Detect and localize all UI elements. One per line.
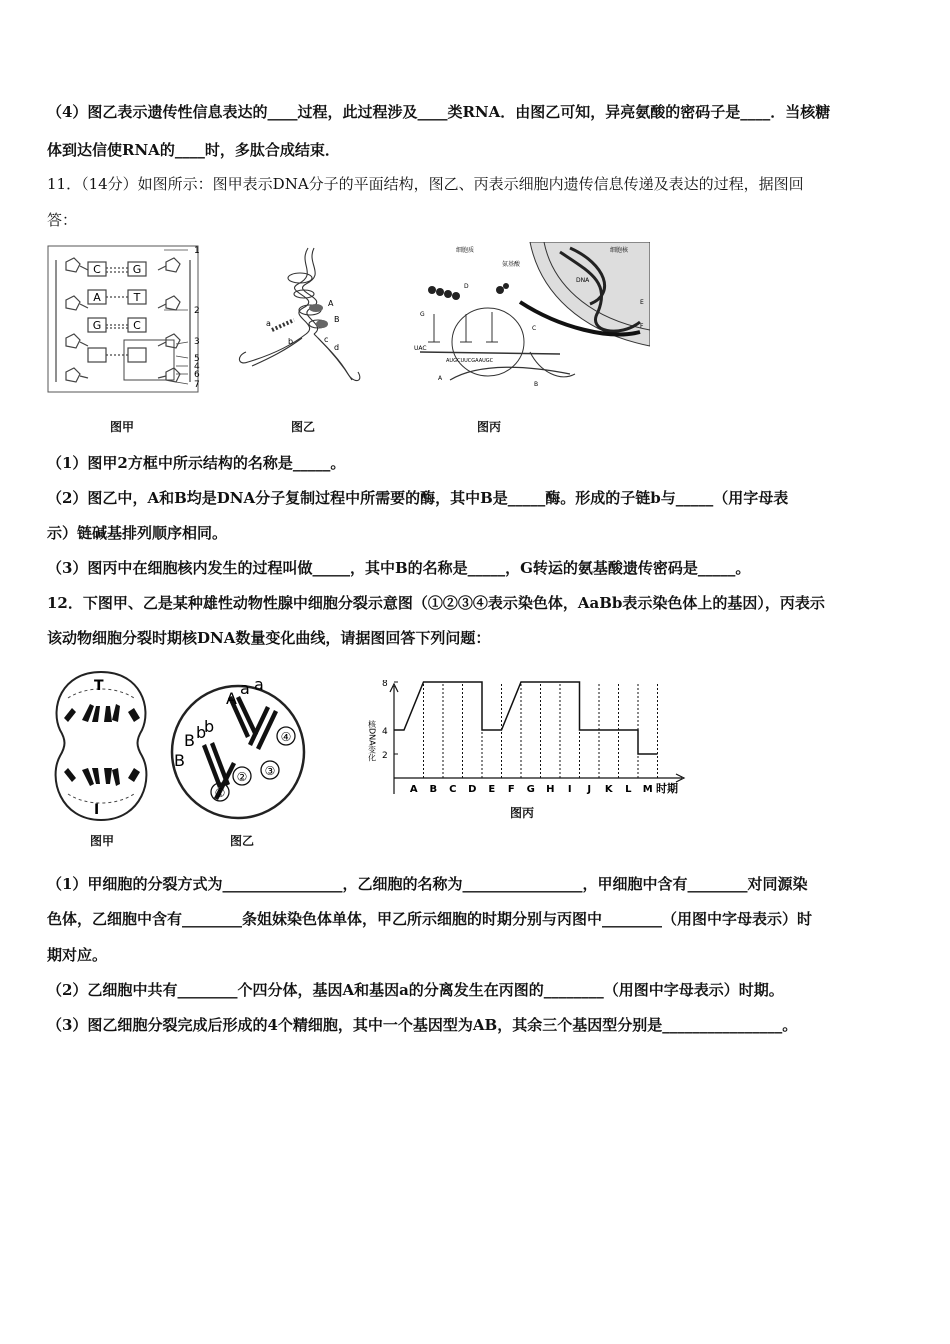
q12-figure-yi	[166, 666, 310, 828]
q11-bing-caption: 图丙	[477, 420, 502, 434]
jia-num-6: 6	[194, 370, 200, 380]
yi-gene-B2: B	[174, 751, 185, 770]
q12-q1-line2: 色体，乙细胞中含有________条姐妹染色体单体，甲乙所示细胞的时期分别与丙图中________（用图中字母表示）时	[47, 910, 813, 928]
chart-ytick: 4	[382, 727, 388, 737]
bing-label-UAC: UAC	[414, 345, 427, 352]
chart-ytick: 8	[382, 680, 388, 689]
yi-chromosome-4: ④	[280, 730, 292, 744]
jia-num-4: 4	[194, 362, 200, 372]
bing-label-C: C	[532, 325, 537, 332]
q12-jia-caption: 图甲	[90, 834, 115, 848]
bing-label-dna: DNA	[576, 277, 590, 284]
q12-stem-line1: 12．下图甲、乙是某种雄性动物性腺中细胞分裂示意图（①②③④表示染色体，AaBb表示染色体上的基因），丙表示	[47, 594, 825, 612]
q12-q1-line1: （1）甲细胞的分裂方式为________________，乙细胞的名称为________________，甲细胞中含有________对同源染	[47, 875, 808, 893]
chart-xtick-L: L	[625, 784, 632, 795]
jia-base-left-1: C	[93, 263, 101, 276]
q11-stem-line2: 答：	[47, 211, 78, 229]
chart-xtick-J: J	[587, 784, 592, 795]
yi-gene-A: A	[226, 689, 237, 708]
yi-gene-b2: b	[204, 717, 215, 736]
bing-label-nucleus: 细胞核	[610, 247, 629, 254]
bing-label-mrna-seq: AUGCUUCGAAUGC	[446, 358, 494, 364]
q12-q2: （2）乙细胞中共有________个四分体，基因A和基因a的分离发生在丙图的________（用图中字母表示）时期。	[47, 981, 784, 999]
bing-label-F: F	[640, 323, 644, 330]
q12-stem-line2: 该动物细胞分裂时期核DNA数量变化曲线，请据图回答下列问题：	[47, 629, 491, 647]
jia-num-2: 2	[194, 306, 200, 316]
q11-q2-line2: 示）链碱基排列顺序相同。	[47, 524, 228, 542]
q12-yi-caption: 图乙	[230, 834, 255, 848]
chart-ytick: 2	[382, 751, 388, 761]
jia-num-5: 5	[194, 354, 200, 364]
chart-xtick-C: C	[449, 784, 457, 795]
yi-label-b: b	[288, 337, 294, 346]
yi-chromosome-2: ②	[236, 770, 248, 784]
chart-xtick-K: K	[604, 784, 613, 795]
yi-label-A: A	[328, 299, 334, 308]
q12-bing-caption: 图丙	[510, 806, 535, 820]
yi-label-d: d	[334, 343, 340, 352]
chart-xtick-H: H	[546, 784, 555, 795]
yi-chromosome-3: ③	[264, 764, 276, 778]
q11-figure-yi	[228, 244, 378, 394]
q12-figure-bing-chart	[360, 680, 700, 820]
chart-xtick-M: M	[642, 784, 653, 795]
jia-num-3: 3	[194, 337, 200, 347]
bing-label-cytoplasm: 细胞质	[456, 247, 475, 254]
bing-label-E: E	[640, 299, 644, 306]
chart-xtick-F: F	[507, 784, 515, 795]
yi-gene-a2: a	[254, 675, 264, 694]
chart-series-dna	[394, 682, 658, 754]
yi-gene-b1: b	[196, 723, 207, 742]
q12-figure-jia	[46, 668, 156, 828]
q11-yi-caption: 图乙	[291, 420, 316, 434]
chart-xtick-E: E	[488, 784, 496, 795]
chart-ylabel: 核DNA变化	[367, 720, 377, 762]
yi-gene-B1: B	[184, 731, 195, 750]
chart-xtick-B: B	[429, 784, 438, 795]
chart-xtick-I: I	[567, 784, 572, 795]
svg-text:I: I	[94, 802, 100, 818]
bing-label-A: A	[438, 375, 443, 382]
svg-text:T: T	[94, 678, 104, 694]
yi-gene-a1: a	[240, 679, 250, 698]
jia-base-right-1: G	[132, 263, 142, 276]
jia-base-left-2: A	[93, 291, 101, 304]
q12-q1-line3: 期对应。	[47, 946, 108, 964]
chart-xtick-D: D	[468, 784, 477, 795]
q11-figure-bing	[410, 242, 650, 392]
jia-base-left-3: G	[92, 319, 102, 332]
q11-stem-line1: 11．（14分）如图所示：图甲表示DNA分子的平面结构，图乙、丙表示细胞内遗传信息传递及表达的过程，据图回	[47, 175, 804, 193]
jia-base-right-3: C	[133, 319, 141, 332]
jia-base-right-2: T	[133, 291, 141, 304]
yi-label-c: c	[324, 335, 329, 344]
q10-p4-line2: 体到达信使RNA的____时，多肽合成结束．	[47, 141, 340, 159]
yi-chromosome-1: ①	[214, 786, 226, 800]
jia-num-1: 1	[194, 246, 200, 256]
q11-q2-line1: （2）图乙中，A和B均是DNA分子复制过程中所需要的酶，其中B是_____酶。形成的子链b与_____（用字母表	[47, 489, 789, 507]
jia-num-7: 7	[194, 380, 200, 390]
chart-xtick-G: G	[526, 784, 535, 795]
chart-xtick-A: A	[409, 784, 418, 795]
bing-label-amino-acid: 氨基酸	[502, 261, 521, 268]
q10-p4-line1: （4）图乙表示遗传性信息表达的____过程，此过程涉及____类RNA．由图乙可知，异亮氨酸的密码子是____．当核糖	[47, 103, 831, 121]
bing-label-B: B	[534, 381, 539, 388]
yi-label-a: a	[266, 319, 271, 328]
q12-q3: （3）图乙细胞分裂完成后形成的4个精细胞，其中一个基因型为AB，其余三个基因型分别是________________。	[47, 1016, 798, 1034]
bing-label-D: D	[464, 283, 469, 290]
bing-label-G: G	[420, 311, 425, 318]
q11-jia-caption: 图甲	[110, 420, 135, 434]
q11-q3: （3）图丙中在细胞核内发生的过程叫做_____，其中B的名称是_____，G转运的氨基酸遗传密码是_____。	[47, 559, 751, 577]
q11-figure-jia	[44, 240, 204, 398]
yi-label-B: B	[334, 315, 340, 324]
q11-q1: （1）图甲2方框中所示结构的名称是_____。	[47, 454, 346, 472]
chart-xlabel: 时期	[656, 782, 678, 795]
